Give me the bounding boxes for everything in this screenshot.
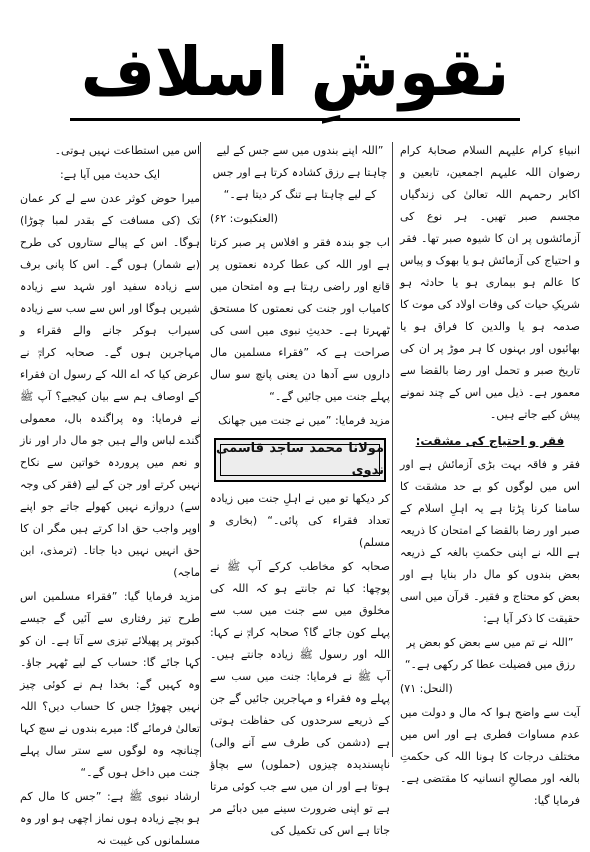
middle-paragraph-3: کر دیکھا تو میں نے اہلِ جنت میں زیادہ تعداد فقراء کی پائی۔“ (بخاری و مسلم) [210, 492, 390, 549]
column-divider-right [392, 142, 393, 757]
right-quote: ”اللہ نے تم میں سے بعض کو بعض پر رزق میں فضیلت عطا کر رکھی ہے۔“ [404, 636, 576, 671]
middle-citation: (العنکبوت: ۶۲) [210, 212, 279, 225]
right-paragraph-1: انبیاءِ کرام علیہم السلام صحابۂ کرام رضوان اللہ علیہم اجمعین، تابعین و اکابر رحمہم اللہ تعالیٰ کی زندگیاں مجسم صبر تھیں۔ ہر نوع کی آزمائشوں پر ان کا شیوہ صبر تھا۔ فقر و احتیاج کی آزمائش ہو یا بھوک و پیاس کا عالم ہو بیماری ہو یا حادثہ ہو شریکِ حیات کی وفات اولاد کی موت کا صدمہ ہو یا والدین کا فراق ہو یا بھائیوں اور بہنوں کا ہر موڑ پر ان کی تاریخ صبر و تحمل اور رضا بالقضا سے معمور ہے۔ ذیل میں اس کے چند نمونے پیش کیے جاتے ہیں۔ [399, 144, 580, 421]
masthead [0, 18, 590, 128]
right-citation: (النحل: ۷۱) [400, 682, 453, 695]
author-box [214, 438, 386, 482]
masthead-rule [70, 118, 520, 121]
right-paragraph-3: آیت سے واضح ہوا کہ مال و دولت میں عدم مساوات فطری ہے اور اس میں مختلف درجات کا ہونا اللہ کی حکمتِ بالغہ اور مصالحِ انسانیہ کا مقتضی ہے۔ فرمایا گیا: [400, 706, 580, 807]
middle-paragraph-1: اب جو بندہ فقر و افلاس پر صبر کرتا ہے اور اللہ کی عطا کردہ نعمتوں پر قانع اور راضی رہتا ہے وہ امتحان میں کامیاب اور جنت کی نعمتوں کا مستحق ٹھہرتا ہے۔ حدیثِ نبوی میں اسی کی صراحت ہے کہ ”فقراء مسلمین مال داروں سے آدھا دن یعنی پانچ سو سال پہلے جنت میں جائیں گے۔“ [210, 236, 390, 403]
left-paragraph-1: اس میں استطاعت نہیں ہوتی۔ [54, 144, 200, 157]
left-paragraph-4: مزید فرمایا گیا: ”فقراء مسلمین اس طرح تیز رفتاری سے آئیں گے جیسے کبوتر پر پھیلائے تیزی سے آتا ہے۔ ان کو کہا جائے گا: حساب کے لیے ٹھہر جاؤ۔ وہ کہیں گے: بخدا ہم نے کوئی چیز نہیں چھوڑا جس کا حساب دیں؟ اللہ تعالیٰ فرمائے گا: میرے بندوں نے سچ کہا چنانچہ وہ لوگوں سے ستر سال پہلے جنت میں داخل ہوں گے۔“ [20, 590, 200, 779]
masthead-title: نقوشِ اسلاف [80, 34, 510, 112]
middle-paragraph-4: صحابہ کو مخاطب کرکے آپ ﷺ نے پوچھا: کیا تم جانتے ہو کہ اللہ کی مخلوق میں سے جنت میں سب سے پہلے کون جائے گا؟ صحابہ کرامؓ نے کہا: اللہ اور رسول ﷺ زیادہ جانتے ہیں۔ آپ ﷺ نے فرمایا: جنت میں سب سے پہلے وہ فقراء و مہاجرین جائیں گے جن کے ذریعے سرحدوں کی حفاظت ہوتی ہے (دشمن کی طرف سے آنے والی) ناپسندیدہ چیزوں (حملوں) سے بچاؤ ہوتا ہے اور ان میں سے جب کوئی مرتا ہے تو اپنی ضرورت سینے میں دبائے مر جاتا ہے اس کی تکمیل کی [210, 560, 390, 837]
left-paragraph-5: ارشاد نبوی ﷺ ہے: ”جس کا مال کم ہو بچے زیادہ ہوں نماز اچھی ہو اور وہ مسلمانوں کی غیبت نہ [20, 790, 200, 847]
middle-quote: ”اللہ اپنے بندوں میں سے جس کے لیے چاہتا ہے رزق کشادہ کرتا ہے اور جس کے لیے چاہتا ہے تنگ کر دیتا ہے۔“ [212, 144, 388, 201]
left-column [20, 140, 200, 847]
middle-paragraph-2: مزید فرمایا: ”میں نے جنت میں جھانک [218, 414, 390, 427]
left-paragraph-2: ایک حدیث میں آیا ہے: [59, 168, 161, 181]
column-divider-left [200, 142, 201, 757]
author-name: مولانا محمد ساجد قاسمی ندوی [216, 441, 384, 478]
right-column [399, 140, 580, 807]
middle-column [210, 140, 390, 837]
right-paragraph-2: فقر و فاقہ بہت بڑی آزمائش ہے اور اس میں لوگوں کو بے حد مشقت کا سامنا کرنا پڑتا ہے یہ اہلِ اسلام کے صبر اور رضا بالقضا کے امتحان کا ذریعہ ہے اللہ نے اپنی حکمتِ بالغہ کے ذریعہ بعض بندوں کو مال دار بنایا ہے اور بعض کو محتاج و فقیر۔ قرآن میں اسی حقیقت کا ذکر آیا ہے: [400, 458, 580, 625]
section-subhead: فقر و احتیاج کی مشقت: [415, 434, 565, 448]
left-paragraph-3: میرا حوض کوثر عدن سے لے کر عمان تک (کی مسافت کے بقدر لمبا چوڑا) ہوگا۔ اس کے پیالے ستاروں کی طرح (بے شمار) ہوں گے۔ اس کا پانی برف سے زیادہ سفید اور شہد سے زیادہ شیریں ہوگا اور اس سے سب سے زیادہ سیراب ہوکر جانے والے فقراء و مہاجرین ہوں گے۔ صحابہ کرامؓ نے عرض کیا کہ اے اللہ کے رسول ان فقراء کے اوصاف ہم سے بیان کیجیے؟ آپ ﷺ نے فرمایا: وہ پراگندہ بال، معمولی گندے لباس والے ہیں جو مال دار اور ناز و نعم میں پروردہ خواتین سے نکاح نہیں کرتے اور جن کے لیے (فقر کی وجہ سے) دروازے نہیں کھولے جاتے جو اپنے اوپر واجب حق ادا کرتے ہیں مگر ان کا حق انہیں نہیں دیا جاتا۔ (ترمذی، ابن ماجہ) [20, 192, 200, 579]
